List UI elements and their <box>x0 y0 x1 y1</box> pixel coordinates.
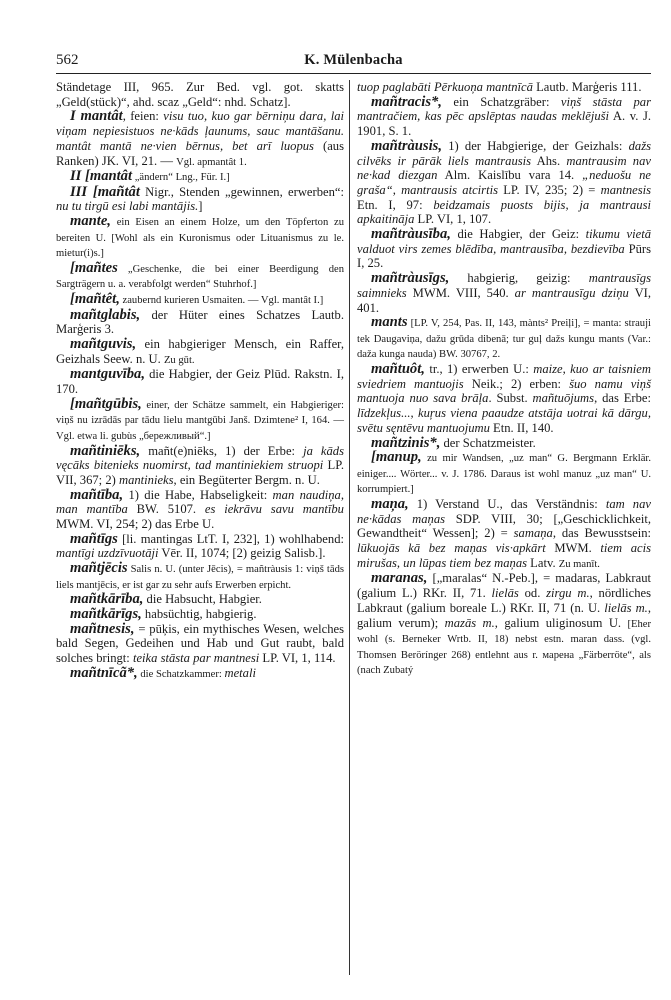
dictionary-entry <box>357 450 651 497</box>
entry-text: Salis n. U. (unter Jēcis), = mañtràusis 1: viņš tāds liels mantjēcis, er ist gar zu sehr aufs Erwerben erpicht. <box>56 564 344 591</box>
example-text: tikumu vietā valduot virs zemes blēdība, mantrausība, bezdievība <box>357 227 651 256</box>
dictionary-entry <box>357 497 651 571</box>
entry-text: A. v. J. 1901, S. 1. <box>357 109 651 139</box>
headword: mañtnīcã*, <box>70 664 138 681</box>
right-column <box>357 80 651 678</box>
entry-text: , das Bewusstsein: <box>552 526 651 541</box>
example-text: samaņa <box>513 526 553 541</box>
headword: maranas, <box>371 570 428 587</box>
headword: mañtzinis*, <box>371 434 441 451</box>
entry-text: , galium uliginosum U. <box>494 615 628 630</box>
entry-text: LP. VII, 367; 2) <box>56 458 344 487</box>
headword: I mantât <box>70 108 123 125</box>
dictionary-entry <box>357 271 651 315</box>
dictionary-entry <box>56 561 344 592</box>
headword: mañtglabis, <box>70 306 141 323</box>
entry-text: [li. mantingas LtT. I, 232], 1) wohlhabend: <box>117 531 344 546</box>
entry-text: Nigr., Stenden „gewinnen, erwerben“: <box>139 184 344 199</box>
example-text: nu tu tirgū esi labi mantājis. <box>56 199 199 214</box>
entry-text: 1) die Habe, Habseligkeit: <box>123 487 273 502</box>
dictionary-entry <box>357 436 651 451</box>
headword: mañtība, <box>70 486 124 503</box>
dictionary-entry <box>56 397 344 444</box>
header-rule <box>56 73 651 74</box>
dictionary-entry <box>357 227 651 271</box>
entry-text: die Habsucht, Habgier. <box>143 592 262 607</box>
example-text: mañtuōjums <box>532 391 595 406</box>
entry-text: BW. 5107. <box>127 502 205 517</box>
entry-text: „Geschenke, die bei einer Beerdigung den Sargträgern u. a. verabfolgt werden“ Stuhrhof.] <box>56 263 344 291</box>
dictionary-entry <box>56 444 344 488</box>
example-text: „neduošu ne graša“, mantrausis atcirtis <box>357 168 651 197</box>
example-text: lielās m. <box>604 600 648 615</box>
entry-text: , ein Begüterter Bergm. n. U. <box>173 472 320 487</box>
entry-text: SDP. VIII, 30; [„Geschicklichkeit, Gewandtheit“ Wessen]; 2) = <box>357 511 652 541</box>
example-text: maize, kuo ar taisniem sviedriem mantuojis <box>357 362 651 391</box>
entry-text: Neik.; 2) erben: <box>463 376 570 391</box>
example-text: visu tuo, kuo gar bērniņu dara, lai viņam nepiesistuos ne·kāds ļaunums, sauc mantāšanu. mantât mantā ne·vien bērnus, bet arī luopus <box>56 109 344 153</box>
dictionary-entry <box>56 169 344 185</box>
entry-text: zu mir Wandsen, „uz man“ G. Bergmann Erklär. einiger.... Wörter... v. J. 1786. Daraus ist wohl manuz „uz man“ U. korrumpiert.] <box>357 453 651 496</box>
entry-text: Alm. Kaislību vara 14. <box>437 168 583 183</box>
entry-text: ] <box>198 199 203 214</box>
headword: mañtīgs <box>70 530 118 547</box>
headword: maņa, <box>371 496 409 513</box>
dictionary-entry <box>56 592 344 607</box>
headword: mante, <box>70 213 111 230</box>
entry-text: habsüchtig, habgierig. <box>141 607 257 622</box>
entry-text: Pūrs I, 25. <box>357 241 652 271</box>
entry-text: LP. VI, 1, 107. <box>414 212 492 227</box>
column-divider <box>349 80 350 975</box>
example-text: tiem acis mirušas, un lūpas tiem bez maņas <box>357 541 651 570</box>
entry-text: MWM. VIII, 540. <box>406 285 515 300</box>
entry-text: Vēr. II, 1074; [2) geizig Salisb.]. <box>158 546 326 561</box>
entry-text: , nördliches Labkraut (galium boreale L.) RKr. II, 71 (n. U. <box>357 586 651 615</box>
example-text: mantinieks <box>118 472 174 487</box>
example-text: lūkuojās kā bez maņas vis·apkārt <box>357 541 546 556</box>
entry-text: (aus Ranken) JK. VI, 21. — <box>56 138 344 168</box>
entry-text: [Eher wohl (s. Berneker Wrtb. II, 18) nebst estn. maran dass. (vgl. Thomsen Berörínger 268) entlehnt aus r. марена „Färberröte“, als (nach Zubatý <box>357 618 651 677</box>
headword: mañtuôt, <box>371 361 425 378</box>
entry-text: MWM. <box>545 541 601 556</box>
entry-text: Lautb. Marģeris 111. <box>532 80 642 94</box>
entry-text: der Schatzmeister. <box>440 435 536 450</box>
entry-text: Latv. <box>527 555 559 570</box>
running-title: K. Mülenbacha <box>304 52 403 68</box>
headword: mañtiniēks, <box>70 442 141 459</box>
example-text: mantrausim nav ne·kad diezgan <box>357 153 651 183</box>
example-text: beidzamais puosts bijis, ja mantrausi apkaitināja <box>357 197 651 227</box>
entry-text: , feien: <box>122 109 164 124</box>
entry-text: , das Erbe: <box>594 391 652 406</box>
page-header <box>56 52 651 74</box>
example-text: metali <box>224 665 256 680</box>
entry-text: Zu gūt. <box>163 354 195 366</box>
entry-text: = pūķis, ein mythisches Wesen, welches bald Segen, Gedeihen und Hab und Gut raubt, bald solches bringt: <box>56 621 344 666</box>
headword: mañtràusis, <box>371 137 442 154</box>
left-column <box>56 80 344 681</box>
entry-text: ein habgieriger Mensch, ein Raffer, Geizhals Seew. n. U. <box>56 337 344 366</box>
headword: III [mañtât <box>70 183 140 200</box>
entry-text: LP. IV, 235; 2) = <box>497 182 601 197</box>
example-text: tuop paglabāti Pērkuoņa mantnīcā <box>357 80 533 94</box>
dictionary-entry <box>56 488 344 532</box>
example-text: līdzekļus..., kuŗus viena paaudze atstāja uotrai kā dārgu, svētu sęntēvu mantuojumu <box>357 406 651 435</box>
entry-text: Zu manīt. <box>558 558 600 570</box>
dictionary-entry <box>56 109 344 169</box>
headword: mantguvība, <box>70 366 146 383</box>
entry-text: od. <box>518 586 547 601</box>
entry-continuation <box>56 80 344 109</box>
headword: mañtkārīgs, <box>70 606 142 623</box>
entry-text: MWM. VI, 254; 2) das Erbe U. <box>56 517 215 532</box>
dictionary-entry <box>357 571 651 677</box>
entry-text: Ahs. <box>531 153 567 168</box>
example-text: mantnesis <box>600 182 651 197</box>
headword: mañtkārība, <box>70 591 144 608</box>
example-text: lielās <box>491 586 519 601</box>
headword: mants <box>371 314 408 331</box>
entry-text: einer, der Schätze sammelt, ein Habgieriger: viņš nu izrādās par tādu lielu mantgūbi Janš. Dzimtene² I, 164. — Vgl. etwa li. gubùs „бережливый“.] <box>56 399 344 442</box>
entry-text: die Schatzkammer: <box>137 668 225 680</box>
example-text: viņš stāsta par mantračiem, kas pēc apslēptas naudas meklējuši <box>357 94 651 124</box>
dictionary-entry <box>56 214 344 261</box>
headword: [mañtes <box>70 259 118 276</box>
entry-text: 1) Verstand U., das Verständnis: <box>408 497 606 512</box>
entry-text: , galium verum); <box>357 600 651 630</box>
dictionary-entry <box>56 367 344 396</box>
entry-text: ein Eisen an einem Holze, um den Töpferton zu bereiten U. [Wohl als ein Kuronismus oder Lituanismus zu le. mietur(i)s.] <box>56 217 344 260</box>
dictionary-entry <box>56 337 344 367</box>
headword: [mañtêt, <box>70 291 120 308</box>
dictionary-entry <box>357 139 651 227</box>
dictionary-entry <box>56 532 344 561</box>
headword: [manup, <box>371 449 422 466</box>
entry-text: Vgl. apmantât 1. <box>176 156 247 168</box>
example-text: dažs cilvēks ir pārāk liels mantrausis <box>357 138 651 168</box>
entry-text: habgierig, geizig: <box>449 271 589 286</box>
headword: mañtràusīgs, <box>371 270 450 287</box>
example-text: man naudiņa, man mantība <box>56 487 344 517</box>
example-text: ar mantrausīgu dziņu <box>514 285 629 300</box>
entry-text: [LP. V, 254, Pas. II, 143, mànts² Preiļi], = manta: strauji tek Daugaviņa, dažu grūda dibenā; tur guļ dažs kungu mants (Var.: daža kunga nauda) BW. 30767, 2. <box>357 318 651 361</box>
entry-text: tr., 1) erwerben U.: <box>424 362 534 377</box>
headword: II [mantât <box>70 168 133 185</box>
headword: [mañtgūbis, <box>70 395 142 412</box>
entry-text: die Habgier, der Geiz Plūd. Rakstn. I, 170. <box>56 367 344 397</box>
dictionary-entry <box>56 607 344 622</box>
headword: mañtjēcis <box>70 560 128 577</box>
example-text: mantrausīgs saimnieks <box>357 271 651 300</box>
dictionary-entry <box>56 308 344 337</box>
dictionary-entry <box>56 292 344 308</box>
headword: mañtracis*, <box>371 93 442 110</box>
dictionary-entry <box>56 185 344 214</box>
dictionary-entry <box>56 261 344 292</box>
headword: mañtnesis, <box>70 620 135 637</box>
example-text: mantīgi uzdzīvuotāji <box>56 546 159 561</box>
example-text: es iekrāvu savu mantību <box>204 502 344 517</box>
example-text: teika stāsta par mantnesi <box>132 651 260 666</box>
entry-text: LP. VI, 1, 114. <box>259 651 336 666</box>
dictionary-entry <box>357 95 651 139</box>
entry-text: zaubernd kurieren Usmaiten. — Vgl. mantât I.] <box>119 295 324 307</box>
entry-text: Ständetage III, 965. Zur Bed. vgl. got. skatts „Geld(stück)“, ahd. scaz „Geld“: nhd. Schatz]. <box>56 80 344 109</box>
example-text: tam nav ne·kādas maņas <box>357 497 651 526</box>
entry-text: die Habgier, der Geiz: <box>450 227 586 242</box>
dictionary-entry <box>56 622 344 666</box>
entry-text: der Hüter eines Schatzes Lautb. Marģeris 3. <box>56 307 344 337</box>
headword: mañtguvis, <box>70 336 137 353</box>
example-text: mazās m. <box>444 615 495 630</box>
dictionary-entry <box>357 362 651 436</box>
dictionary-entry <box>56 666 344 682</box>
entry-text: [„maralas“ N.-Peb.], = madaras, Labkraut (galium L.) RKr. II, 71. <box>357 571 651 601</box>
headword: mañtràusība, <box>371 226 451 243</box>
entry-text: Etn. I, 97: <box>357 197 434 212</box>
entry-text: VI, 401. <box>357 285 652 315</box>
entry-text: mañt(e)niēks, 1) der Erbe: <box>140 443 304 458</box>
entry-text: 1) der Habgierige, der Geizhals: <box>441 138 629 153</box>
entry-text: „ändern“ Lng., Für. I.] <box>132 172 230 184</box>
example-text: zirgu m. <box>546 586 590 601</box>
entry-text: . Subst. <box>488 391 533 406</box>
example-text: šuo namu viņš mantuoja nuo sava brāļa <box>357 376 651 406</box>
example-text: ja kāds vęcāks bitenieks nuomirst, tad mantiniekiem struopi <box>56 443 344 473</box>
entry-continuation <box>357 80 651 95</box>
entry-text: Etn. II, 140. <box>489 420 554 435</box>
dictionary-entry <box>357 315 651 362</box>
page-number: 562 <box>56 52 79 68</box>
entry-text: ein Schatzgräber: <box>441 94 561 109</box>
